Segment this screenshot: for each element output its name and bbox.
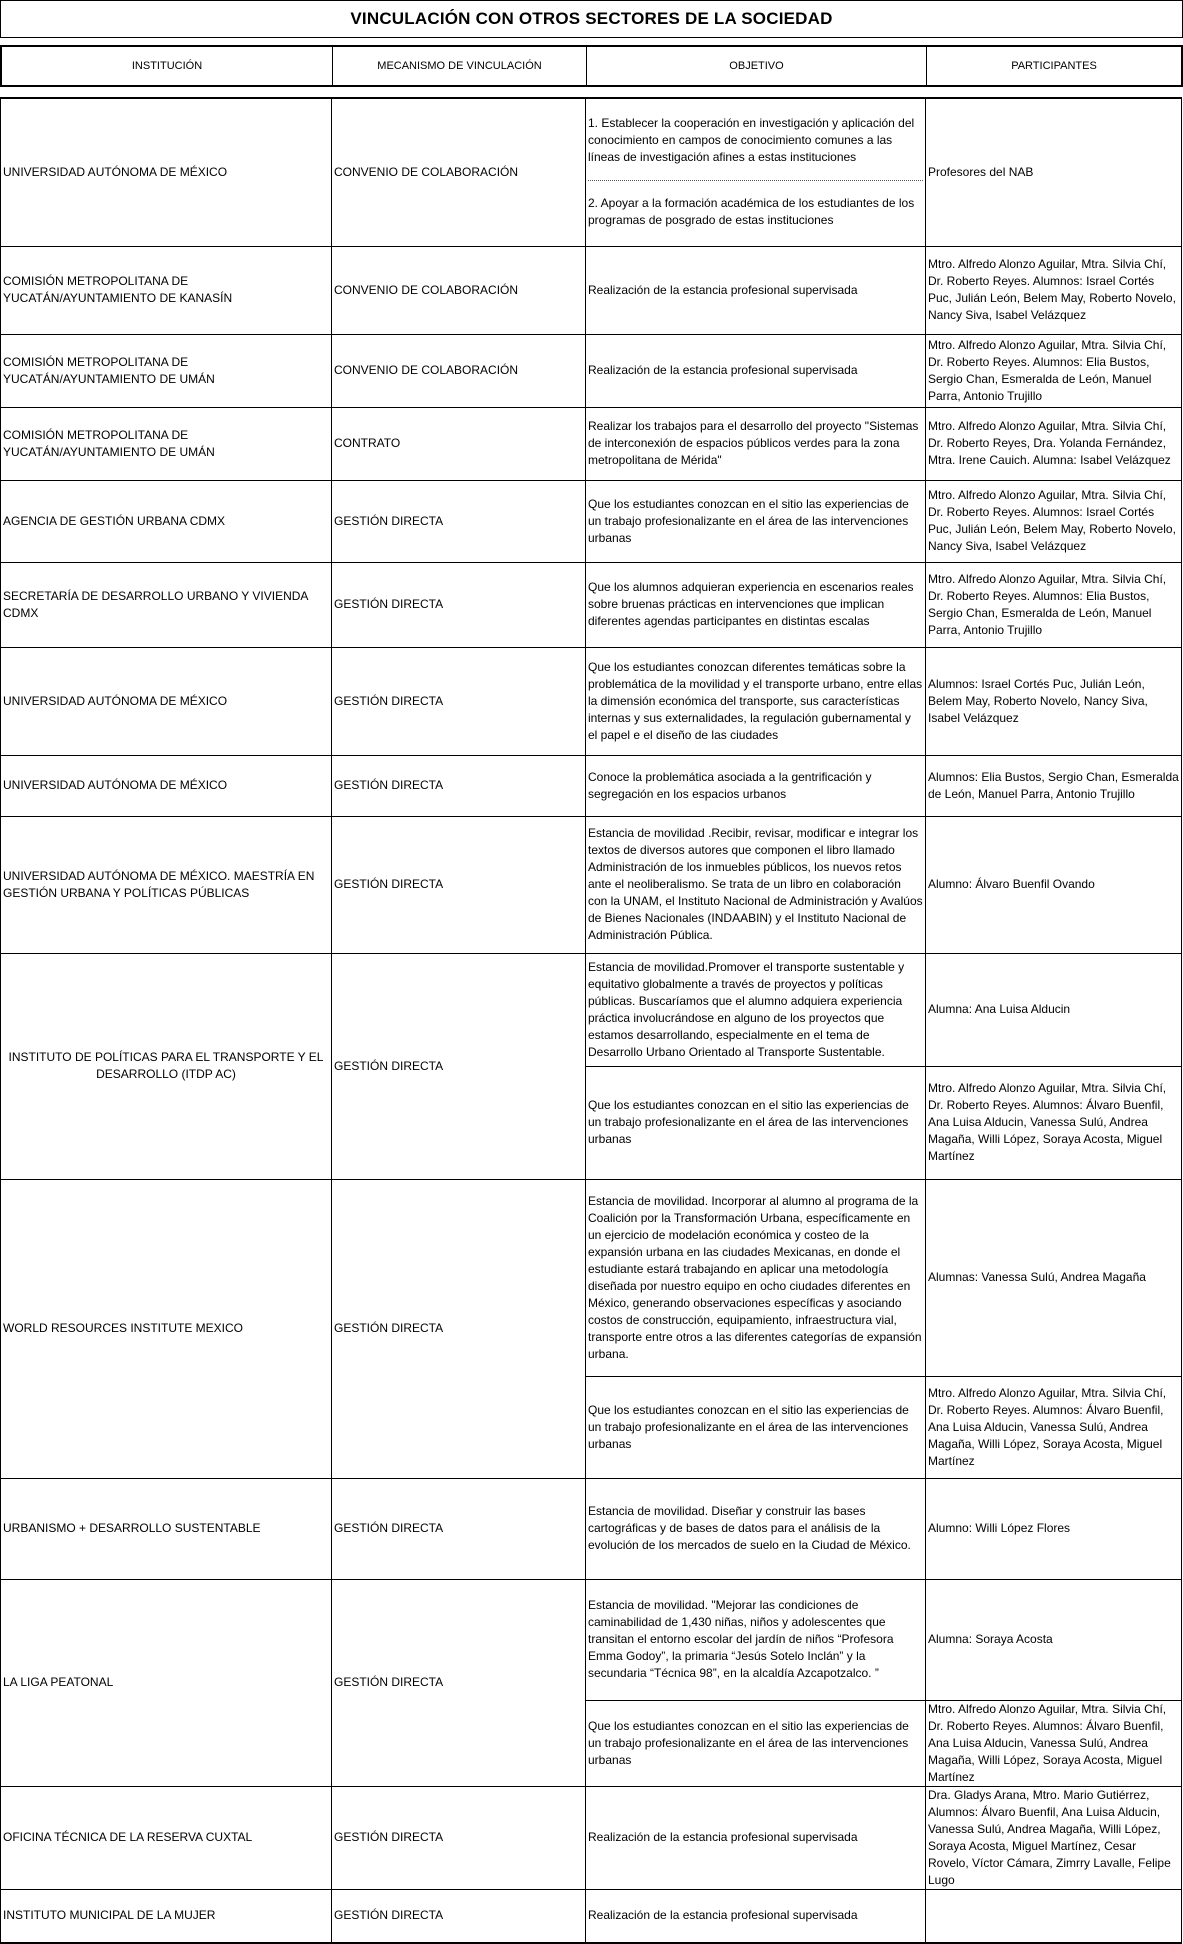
- cell-objetivo: Estancia de movilidad. "Mejorar las condiciones de caminabilidad de 1,430 niñas, niños y adolescentes que transitan el entorno escolar del jardín de niños “Profesora Emma Godoy”, la primaria “Jesús Sotelo Inclán” y la secundaria “Técnica 98”, en la alcaldía Azcapotzalco. ”: [586, 1579, 926, 1700]
- table-row: [1, 1579, 1182, 1700]
- cell-mecanismo: CONVENIO DE COLABORACIÓN: [332, 334, 586, 407]
- table-row: [1, 755, 1182, 816]
- cell-institucion: UNIVERSIDAD AUTÓNOMA DE MÉXICO: [1, 98, 332, 246]
- cell-institucion: UNIVERSIDAD AUTÓNOMA DE MÉXICO. MAESTRÍA EN GESTIÓN URBANA Y POLÍTICAS PÚBLICAS: [1, 816, 332, 953]
- cell-institucion: INSTITUTO DE POLÍTICAS PARA EL TRANSPORTE Y EL DESARROLLO (ITDP AC): [1, 953, 332, 1179]
- table-row: [1, 1478, 1182, 1579]
- cell-participantes: Mtro. Alfredo Alonzo Aguilar, Mtra. Silvia Chí, Dr. Roberto Reyes. Alumnos: Elia Bustos, Sergio Chan, Esmeralda de León, Manuel Parra, Antonio Trujillo: [926, 334, 1182, 407]
- header-mecanismo: MECANISMO DE VINCULACIÓN: [333, 47, 587, 85]
- table-row: [1, 407, 1182, 480]
- cell-institucion: LA LIGA PEATONAL: [1, 1579, 332, 1786]
- cell-objetivo: Que los estudiantes conozcan en el sitio las experiencias de un trabajo profesionalizante en el área de las intervenciones urbanas: [586, 480, 926, 562]
- cell-objetivo: Realización de la estancia profesional supervisada: [586, 1786, 926, 1889]
- cell-participantes: Alumna: Soraya Acosta: [926, 1579, 1182, 1700]
- cell-objetivo: Realización de la estancia profesional supervisada: [586, 1889, 926, 1943]
- table-row: [1, 953, 1182, 1066]
- cell-participantes: Mtro. Alfredo Alonzo Aguilar, Mtra. Silvia Chí, Dr. Roberto Reyes. Alumnos: Israel Cortés Puc, Julián León, Belem May, Roberto Novelo, Nancy Siva, Isabel Velázquez: [926, 480, 1182, 562]
- cell-participantes: Alumnos: Elia Bustos, Sergio Chan, Esmeralda de León, Manuel Parra, Antonio Trujillo: [926, 755, 1182, 816]
- objetivo-part: 2. Apoyar a la formación académica de los estudiantes de los programas de posgrado de estas instituciones: [588, 196, 915, 228]
- cell-participantes: Mtro. Alfredo Alonzo Aguilar, Mtra. Silvia Chí, Dr. Roberto Reyes. Alumnos: Álvaro Buenfil, Ana Luisa Alducin, Vanessa Sulú, Andrea Magaña, Willi López, Soraya Acosta, Miguel Martínez: [926, 1376, 1182, 1478]
- page-title: VINCULACIÓN CON OTROS SECTORES DE LA SOCIEDAD: [0, 0, 1183, 38]
- cell-mecanismo: GESTIÓN DIRECTA: [332, 816, 586, 953]
- cell-institucion: AGENCIA DE GESTIÓN URBANA CDMX: [1, 480, 332, 562]
- table-row: [1, 1179, 1182, 1376]
- table-header: [0, 45, 1183, 87]
- table-row: [1, 647, 1182, 755]
- header-objetivo: OBJETIVO: [587, 47, 927, 85]
- cell-participantes: Mtro. Alfredo Alonzo Aguilar, Mtra. Silvia Chí, Dr. Roberto Reyes. Alumnos: Israel Cortés Puc, Julián León, Belem May, Roberto Novelo, Nancy Siva, Isabel Velázquez: [926, 246, 1182, 334]
- cell-objetivo: Realizar los trabajos para el desarrollo del proyecto "Sistemas de interconexión de espacios públicos verdes para la zona metropolitana de Mérida": [586, 407, 926, 480]
- table-row: [1, 816, 1182, 953]
- cell-participantes: Dra. Gladys Arana, Mtro. Mario Gutiérrez, Alumnos: Álvaro Buenfil, Ana Luisa Alducin, Vanessa Sulú, Andrea Magaña, Willi López, Soraya Acosta, Miguel Martínez, Cesar Rovelo, Víctor Cámara, Zimrry Lavalle, Felipe Lugo: [926, 1786, 1182, 1889]
- table-row: [1, 1889, 1182, 1943]
- table-row: [1, 98, 1182, 246]
- cell-institucion: COMISIÓN METROPOLITANA DE YUCATÁN/AYUNTAMIENTO DE KANASÍN: [1, 246, 332, 334]
- table-row: [1, 562, 1182, 647]
- cell-objetivo: Estancia de movilidad. Incorporar al alumno al programa de la Coalición por la Transformación Urbana, específicamente en un ejercicio de modelación económica y costeo de la expansión urbana en las ciudades Mexicanas, en donde el estudiante estará trabajando en aplicar una metodología diseñada por nuestro equipo en ocho ciudades diferentes en México, generando observaciones específicas y asociando costos de construcción, equipamiento, infraestructura vial, transporte entre otros a las diferentes categorías de expansión urbana.: [586, 1179, 926, 1376]
- cell-mecanismo: GESTIÓN DIRECTA: [332, 1786, 586, 1889]
- table-row: [1, 246, 1182, 334]
- cell-mecanismo: GESTIÓN DIRECTA: [332, 1889, 586, 1943]
- cell-mecanismo: GESTIÓN DIRECTA: [332, 953, 586, 1179]
- cell-mecanismo: GESTIÓN DIRECTA: [332, 562, 586, 647]
- cell-participantes: [926, 1889, 1182, 1943]
- cell-participantes: Alumno: Willi López Flores: [926, 1478, 1182, 1579]
- cell-objetivo: Que los estudiantes conozcan en el sitio las experiencias de un trabajo profesionalizante en el área de las intervenciones urbanas: [586, 1700, 926, 1786]
- cell-participantes: Mtro. Alfredo Alonzo Aguilar, Mtra. Silvia Chí, Dr. Roberto Reyes, Dra. Yolanda Fernández, Mtra. Irene Cauich. Alumna: Isabel Velázquez: [926, 407, 1182, 480]
- cell-institucion: URBANISMO + DESARROLLO SUSTENTABLE: [1, 1478, 332, 1579]
- header-participantes: PARTICIPANTES: [1011, 60, 1097, 72]
- vinculacion-table: [0, 97, 1182, 1944]
- cell-mecanismo: GESTIÓN DIRECTA: [332, 1179, 586, 1478]
- cell-objetivo: Realización de la estancia profesional supervisada: [586, 246, 926, 334]
- objetivo-part: 1. Establecer la cooperación en investigación y aplicación del conocimiento en campos de conocimiento comunes a las líneas de investigación afines a estas instituciones: [588, 107, 923, 181]
- cell-objetivo: Estancia de movilidad. Diseñar y construir las bases cartográficas y de bases de datos para el análisis de la evolución de los mercados de suelo en la Ciudad de México.: [586, 1478, 926, 1579]
- cell-objetivo: Que los estudiantes conozcan en el sitio las experiencias de un trabajo profesionalizante en el área de las intervenciones urbanas: [586, 1376, 926, 1478]
- cell-mecanismo: CONVENIO DE COLABORACIÓN: [332, 98, 586, 246]
- cell-objetivo: Que los estudiantes conozcan diferentes temáticas sobre la problemática de la movilidad y el transporte urbano, entre ellas la dimensión económica del transporte, sus características internas y sus externalidades, la regulación gubernamental y el papel e el diseño de las ciudades: [586, 647, 926, 755]
- cell-institucion: UNIVERSIDAD AUTÓNOMA DE MÉXICO: [1, 755, 332, 816]
- cell-participantes: Alumna: Ana Luisa Alducin: [926, 953, 1182, 1066]
- cell-participantes: Alumnas: Vanessa Sulú, Andrea Magaña: [926, 1179, 1182, 1376]
- cell-objetivo: Conoce la problemática asociada a la gentrificación y segregación en los espacios urbanos: [586, 755, 926, 816]
- cell-participantes: Mtro. Alfredo Alonzo Aguilar, Mtra. Silvia Chí, Dr. Roberto Reyes. Alumnos: Álvaro Buenfil, Ana Luisa Alducin, Vanessa Sulú, Andrea Magaña, Willi López, Soraya Acosta, Miguel Martínez: [926, 1700, 1182, 1786]
- cell-objetivo: [586, 98, 926, 246]
- cell-institucion: INSTITUTO MUNICIPAL DE LA MUJER: [1, 1889, 332, 1943]
- cell-institucion: UNIVERSIDAD AUTÓNOMA DE MÉXICO: [1, 647, 332, 755]
- cell-participantes: Mtro. Alfredo Alonzo Aguilar, Mtra. Silvia Chí, Dr. Roberto Reyes. Alumnos: Elia Bustos, Sergio Chan, Esmeralda de León, Manuel Parra, Antonio Trujillo: [926, 562, 1182, 647]
- cell-institucion: SECRETARÍA DE DESARROLLO URBANO Y VIVIENDA CDMX: [1, 562, 332, 647]
- cell-participantes: Alumnos: Israel Cortés Puc, Julián León, Belem May, Roberto Novelo, Nancy Siva, Isabel Velázquez: [926, 647, 1182, 755]
- cell-mecanismo: GESTIÓN DIRECTA: [332, 480, 586, 562]
- cell-objetivo: Estancia de movilidad.Promover el transporte sustentable y equitativo globalmente a través de proyectos y políticas públicas. Buscaríamos que el alumno adquiera experiencia práctica involucrándose en alguno de los proyectos que estamos desarrollando, especialmente en el tema de Desarrollo Urbano Orientado al Transporte Sustentable.: [586, 953, 926, 1066]
- cell-objetivo: Que los alumnos adquieran experiencia en escenarios reales sobre bruenas prácticas en intervenciones que implican diferentes agendas participantes en distintas escalas: [586, 562, 926, 647]
- cell-objetivo: Que los estudiantes conozcan en el sitio las experiencias de un trabajo profesionalizante en el área de las intervenciones urbanas: [586, 1066, 926, 1179]
- cell-participantes: Alumno: Álvaro Buenfil Ovando: [926, 816, 1182, 953]
- cell-institucion: COMISIÓN METROPOLITANA DE YUCATÁN/AYUNTAMIENTO DE UMÁN: [1, 407, 332, 480]
- cell-mecanismo: GESTIÓN DIRECTA: [332, 1478, 586, 1579]
- cell-mecanismo: GESTIÓN DIRECTA: [332, 647, 586, 755]
- cell-participantes: Profesores del NAB: [926, 98, 1182, 246]
- cell-institucion: COMISIÓN METROPOLITANA DE YUCATÁN/AYUNTAMIENTO DE UMÁN: [1, 334, 332, 407]
- table-row: [1, 1786, 1182, 1889]
- cell-mecanismo: GESTIÓN DIRECTA: [332, 755, 586, 816]
- cell-objetivo: Realización de la estancia profesional supervisada: [586, 334, 926, 407]
- cell-objetivo: Estancia de movilidad .Recibir, revisar, modificar e integrar los textos de diversos autores que componen el libro llamado Administración de los inmuebles públicos, los nuevos retos ante el neoliberalismo. Se trata de un libro en colaboración con la UNAM, el Instituto Nacional de Administración y Avalúos de Bienes Nacionales (INDAABIN) y el Instituto Nacional de Administración Pública.: [586, 816, 926, 953]
- cell-institucion: WORLD RESOURCES INSTITUTE MEXICO: [1, 1179, 332, 1478]
- table-row: [1, 480, 1182, 562]
- cell-institucion: OFICINA TÉCNICA DE LA RESERVA CUXTAL: [1, 1786, 332, 1889]
- cell-mecanismo: CONTRATO: [332, 407, 586, 480]
- cell-mecanismo: GESTIÓN DIRECTA: [332, 1579, 586, 1786]
- cell-mecanismo: CONVENIO DE COLABORACIÓN: [332, 246, 586, 334]
- header-institucion: INSTITUCIÓN: [2, 47, 333, 85]
- table-row: [1, 334, 1182, 407]
- cell-participantes: Mtro. Alfredo Alonzo Aguilar, Mtra. Silvia Chí, Dr. Roberto Reyes. Alumnos: Álvaro Buenfil, Ana Luisa Alducin, Vanessa Sulú, Andrea Magaña, Willi López, Soraya Acosta, Miguel Martínez: [926, 1066, 1182, 1179]
